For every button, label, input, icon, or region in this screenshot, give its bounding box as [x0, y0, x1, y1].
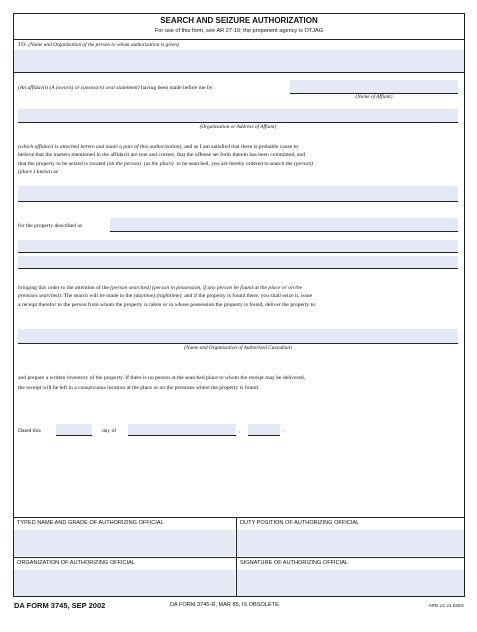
day-of-label: day of — [102, 428, 117, 434]
to-field[interactable] — [14, 50, 464, 72]
affiant-org-label: (Organization or Address of Affiant) — [199, 124, 277, 130]
typed-name-field[interactable] — [14, 530, 235, 556]
property-desc-field-3[interactable] — [18, 256, 458, 268]
affiant-name-label: (Name of Affiant) — [355, 94, 393, 100]
custodian-label: (Name and Organization of Authorized Custodian) — [184, 345, 292, 351]
dated-day-underline — [56, 435, 92, 436]
dated-day-field[interactable] — [56, 424, 92, 435]
property-desc-underline — [110, 231, 458, 232]
place-known-as-field[interactable] — [18, 186, 458, 201]
date-comma: , — [239, 428, 241, 434]
dated-month-field[interactable] — [128, 424, 236, 435]
custodian-underline — [18, 343, 458, 344]
duty-position-label: DUTY POSITION OF AUTHORIZING OFFICIAL — [240, 520, 360, 526]
property-desc-underline-3 — [18, 268, 458, 269]
affidavit-text — [18, 85, 213, 93]
to-prefix: TO: — [18, 42, 27, 48]
affiant-org-underline — [18, 122, 458, 123]
dated-year-underline — [248, 435, 280, 436]
property-desc-field-2[interactable] — [18, 240, 458, 252]
organization-field[interactable] — [14, 570, 235, 596]
header-divider — [13, 39, 465, 40]
obsolete-note: DA FORM 3745-R, MAR 85, IS OBSOLETE — [170, 602, 279, 608]
typed-name-label: TYPED NAME AND GRADE OF AUTHORIZING OFFICIAL — [17, 520, 164, 526]
affidavit-plain: having been made before me by — [140, 85, 213, 91]
signature-block-top — [13, 517, 465, 518]
affidavit-options: (An affidavit) (A (sworn) or (unsworn) oral statement) — [18, 85, 140, 91]
inventory-paragraph: and prepare a written inventory of the property. If there is no person at the searched place to whom the receipt may be delivered, the receipt will be left in a conspicuous location at the place or on the premises where the property is found. — [18, 375, 306, 392]
to-hint: (Name and Organization of the person to whom authorization is given) — [28, 42, 179, 48]
to-label — [18, 42, 179, 50]
version-label: APD LC v1.02ES — [428, 603, 464, 608]
form-subtitle: For use of this form, see AR 27-10; the proponent agency is OTJAG — [154, 28, 324, 34]
property-desc-field[interactable] — [110, 218, 458, 231]
property-desc-underline-2 — [18, 252, 458, 253]
signature-label: SIGNATURE OF AUTHORIZING OFFICIAL — [240, 560, 349, 566]
property-desc-label: for the property described as — [18, 223, 82, 229]
dated-this-label: Dated this — [18, 428, 41, 434]
affiant-org-field[interactable] — [18, 109, 458, 122]
dated-year-field[interactable] — [248, 424, 280, 435]
signature-block-middle — [13, 557, 465, 558]
place-known-as-underline — [18, 201, 458, 202]
affiant-name-field[interactable] — [290, 80, 458, 93]
signature-field[interactable] — [237, 570, 464, 596]
duty-position-field[interactable] — [237, 530, 464, 556]
search-order-paragraph: bringing this order to the attention of the (person searched) (person in possession, if any person be found at the place or on the premises searched). The search will be made in the (daytime) (nighttime), and if the property is found there, you shall seize it, issue a receipt therefor to the person from whom the property is taken or in whose possession the property is found, deliver the property to: — [18, 285, 317, 308]
to-divider — [13, 72, 465, 73]
form-title: SEARCH AND SEIZURE AUTHORIZATION — [160, 16, 318, 25]
organization-label: ORGANIZATION OF AUTHORIZING OFFICIAL — [17, 560, 135, 566]
probable-cause-paragraph: (which affidavit is attached hereto and made a part of this authorization), and as I am satisfied that there is probable cause to believe that the matters mentioned in the affidavit are true and correct, that the offense set forth therein has been committed, and that the property to be seized is located (on the person) (at the place) to be searched, you are hereby ordered to search the (person) (place ) known as — [18, 144, 313, 175]
dated-month-underline — [128, 435, 236, 436]
custodian-field[interactable] — [18, 329, 458, 343]
form-number: DA FORM 3745, SEP 2002 — [14, 601, 106, 610]
date-period: . — [283, 428, 285, 434]
